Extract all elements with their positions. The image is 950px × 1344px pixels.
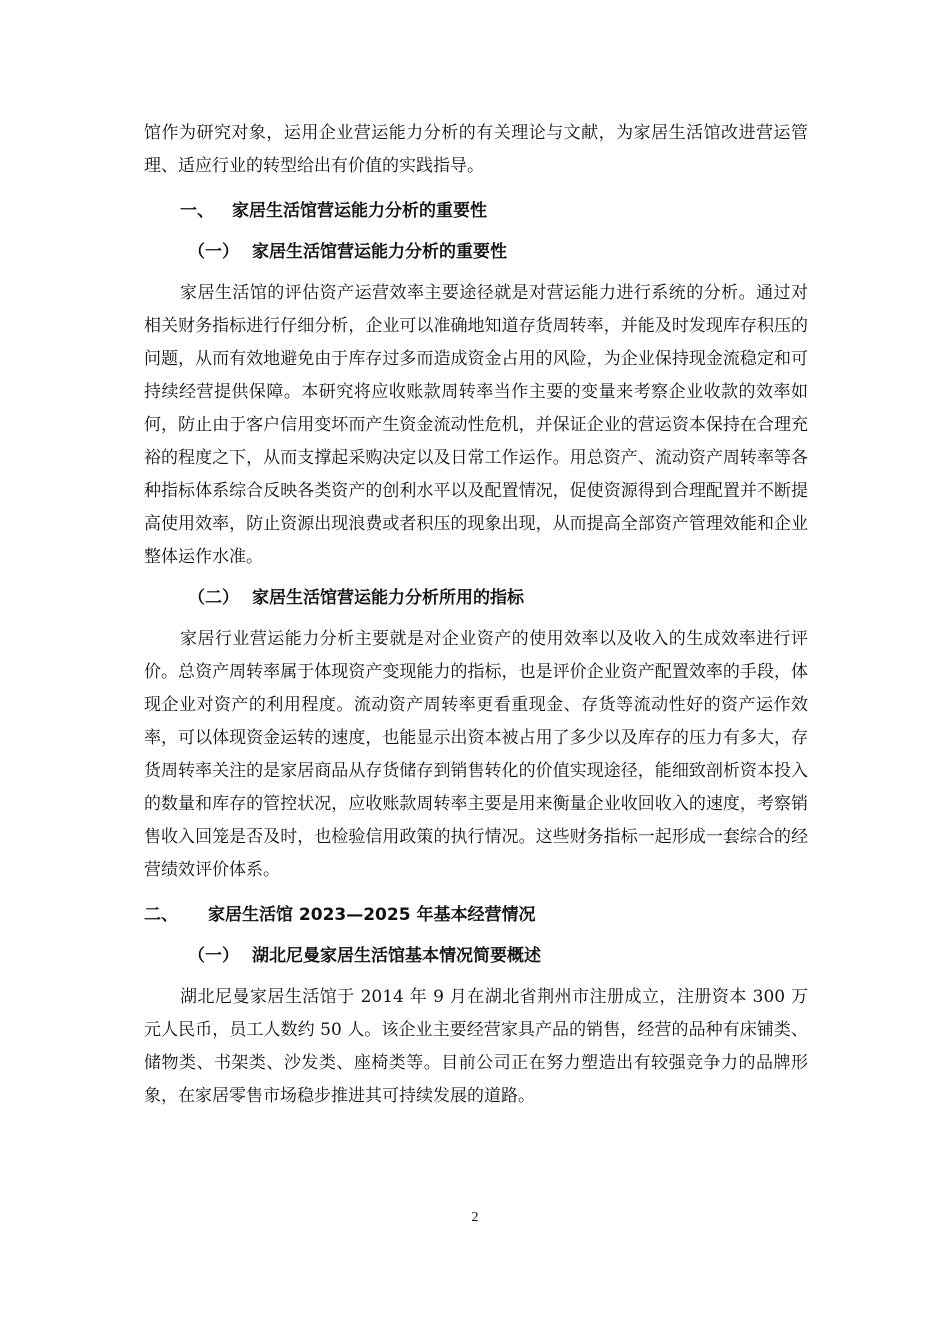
subsection-number: （一） — [188, 946, 239, 966]
subsection-number: （二） — [188, 588, 239, 608]
intro-paragraph: 馆作为研究对象，运用企业营运能力分析的有关理论与文献，为家居生活馆改进营运管理、适应行业的转型给出有价值的实践指导。 — [144, 123, 808, 176]
section-title: 家居生活馆营运能力分析的重要性 — [232, 201, 487, 221]
subsection-heading-1-1 — [144, 236, 808, 269]
page-number: 2 — [471, 1210, 479, 1225]
document-body — [144, 117, 808, 1113]
subsection-number: （一） — [188, 242, 239, 262]
subsection-title: 家居生活馆营运能力分析所用的指标 — [252, 588, 524, 608]
section-heading-2 — [144, 899, 808, 932]
section-number: 一、 — [180, 201, 214, 221]
subsection-heading-1-2 — [144, 582, 808, 615]
section-title: 家居生活馆 2023—2025 年基本经营情况 — [208, 905, 536, 925]
importance-paragraph: 家居生活馆的评估资产运营效率主要途径就是对营运能力进行系统的分析。通过对相关财务指标进行仔细分析，企业可以准确地知道存货周转率，并能及时发现库存积压的问题，从而有效地避免由于库存过多而造成资金占用的风险，为企业保持现金流稳定和可持续经营提供保障。本研究将应收账款周转率当作主要的变量来考察企业收款的效率如何，防止由于客户信用变坏而产生资金流动性危机，并保证企业的营运资本保持在合理充裕的程度之下，从而支撑起采购决定以及日常工作运作。用总资产、流动资产周转率等各种指标体系综合反映各类资产的创利水平以及配置情况，促使资源得到合理配置并不断提高使用效率，防止资源出现浪费或者积压的现象出现，从而提高全部资产管理效能和企业整体运作水准。 — [144, 283, 808, 567]
subsection-heading-2-1 — [144, 940, 808, 973]
section-heading-1 — [144, 195, 808, 228]
subsection-title: 湖北尼曼家居生活馆基本情况简要概述 — [252, 946, 541, 966]
subsection-title: 家居生活馆营运能力分析的重要性 — [252, 242, 507, 262]
overview-paragraph: 湖北尼曼家居生活馆于 2014 年 9 月在湖北省荆州市注册成立，注册资本 300 万元人民币，员工人数约 50 人。该企业主要经营家具产品的销售，经营的品种有床铺类、储物类、书架类、沙发类、座椅类等。目前公司正在努力塑造出有较强竞争力的品牌形象，在家居零售市场稳步推进其可持续发展的道路。 — [144, 987, 808, 1106]
indicators-paragraph: 家居行业营运能力分析主要就是对企业资产的使用效率以及收入的生成效率进行评价。总资产周转率属于体现资产变现能力的指标，也是评价企业资产配置效率的手段，体现企业对资产的利用程度。流动资产周转率更看重现金、存货等流动性好的资产运作效率，可以体现资金运转的速度，也能显示出资本被占用了多少以及库存的压力有多大，存货周转率关注的是家居商品从存货储存到销售转化的价值实现途径，能细致剖析资本投入的数量和库存的管控状况，应收账款周转率主要是用来衡量企业收回收入的速度，考察销售收入回笼是否及时，也检验信用政策的执行情况。这些财务指标一起形成一套综合的经营绩效评价体系。 — [144, 629, 808, 880]
section-number: 二、 — [144, 905, 178, 925]
